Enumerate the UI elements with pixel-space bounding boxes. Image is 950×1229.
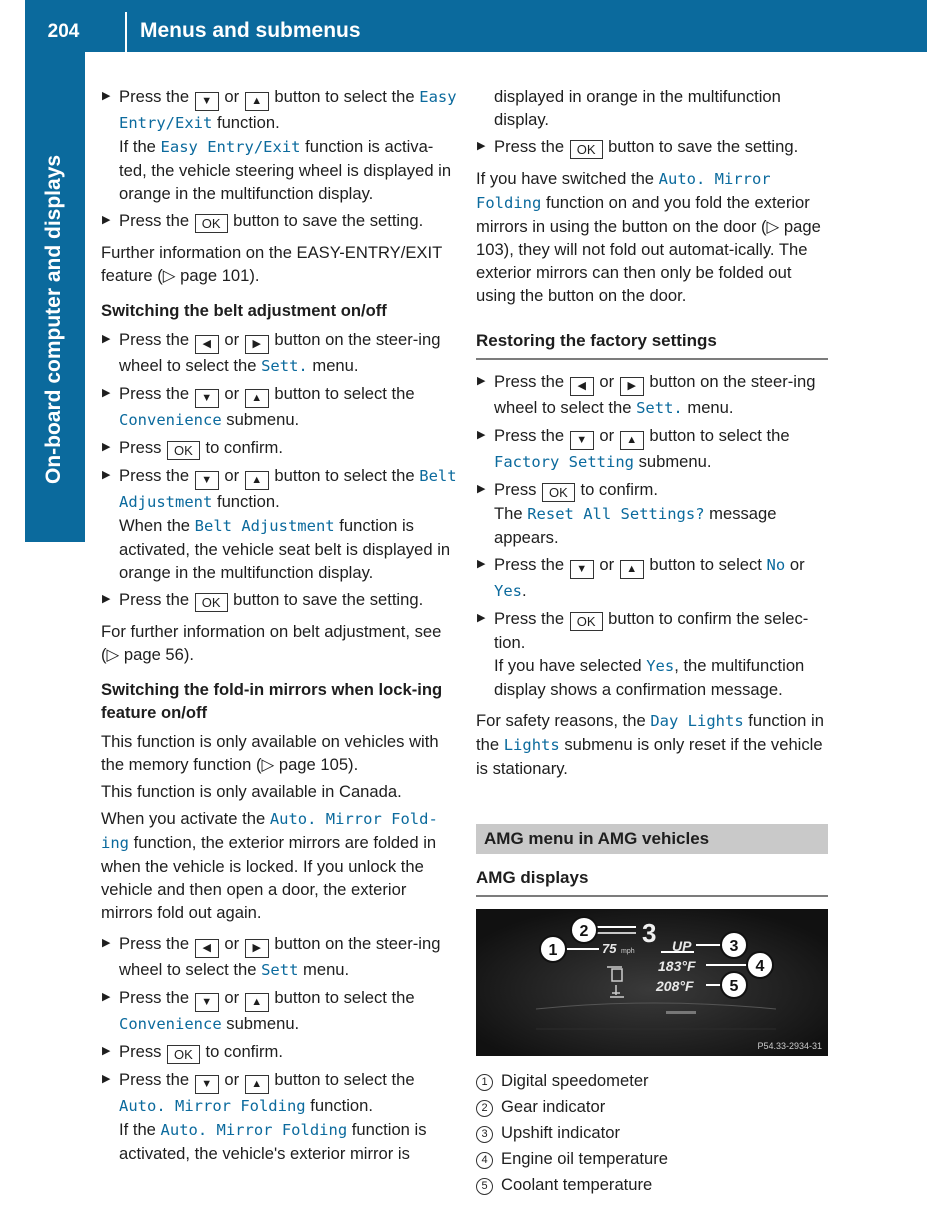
- bullet-icon: ▶: [102, 333, 111, 345]
- svg-text:5: 5: [729, 978, 739, 995]
- callout-3-icon: [721, 932, 747, 958]
- bullet-icon: ▶: [102, 937, 111, 949]
- display-term: Sett: [261, 961, 299, 979]
- display-term: Sett.: [261, 357, 308, 375]
- instruction-step: ▶ Press the OK button to save the setting.: [102, 590, 424, 610]
- bullet-icon: ▶: [102, 991, 111, 1003]
- display-term: Auto. Mirror Folding: [476, 170, 771, 212]
- instruction-step: ▶ Press the ▼ or ▲ button to select the Convenience submenu.: [102, 384, 415, 429]
- instruction-step: ▶ Press the ▼ or ▲ button to select the Factory Setting submenu.: [477, 426, 790, 471]
- down-button-icon: ▼: [195, 1075, 219, 1094]
- header-divider: [125, 12, 127, 52]
- legend-item: 4 Engine oil temperature: [476, 1146, 828, 1172]
- svg-text:4: 4: [755, 958, 765, 975]
- callout-2-icon: [571, 917, 597, 943]
- up-button-icon: ▲: [245, 993, 269, 1012]
- display-term: Belt Adjustment: [119, 467, 457, 511]
- paragraph: For safety reasons, the Day Lights function in the Lights submenu is only reset if the vehicle is stationary.: [476, 711, 824, 778]
- instruction-step: ▶ Press OK to confirm. The Reset All Settings? message appears.: [476, 478, 828, 549]
- subheading: Switching the belt adjustment on/off: [101, 301, 387, 320]
- step-result: If the Auto. Mirror Folding function is activated, the vehicle's exterior mirror is: [119, 1120, 427, 1163]
- page-number: 204: [47, 21, 80, 42]
- display-term: Yes: [646, 657, 675, 675]
- display-term: Convenience: [119, 1015, 222, 1033]
- instruction-step: ▶ Press OK to confirm.: [102, 1042, 283, 1062]
- display-term: Auto. Mirror Folding: [160, 1121, 348, 1139]
- display-term: Convenience: [119, 411, 222, 429]
- speed-value: 75: [602, 941, 617, 956]
- down-button-icon: ▼: [195, 92, 219, 111]
- up-button-icon: ▲: [245, 92, 269, 111]
- display-term: Reset All Settings?: [527, 505, 705, 523]
- paragraph: Further information on the EASY-ENTRY/EXIT feature (▷ page 101).: [101, 243, 442, 285]
- instruction-step: ▶ Press the ◀ or ▶ button on the steer-ing wheel to select the Sett. menu.: [102, 330, 441, 375]
- instruction-step: ▶ Press the ◀ or ▶ button on the steer-ing wheel to select the Sett. menu.: [477, 372, 816, 417]
- amg-display-figure: [476, 909, 828, 1056]
- bullet-icon: ▶: [102, 1045, 111, 1057]
- step-result: The Reset All Settings? message appears.: [494, 504, 777, 547]
- bullet-icon: ▶: [102, 441, 111, 453]
- instruction-step: ▶ Press the OK button to confirm the selec-tion. If you have selected Yes, the multifunction display shows a confirmation message.: [476, 607, 828, 701]
- ok-button-icon: OK: [167, 1045, 200, 1064]
- legend-number: 4: [476, 1152, 493, 1169]
- instruction-step: ▶ Press the ▼ or ▲ button to select the Belt Adjustment function. When the Belt Adjustment function is activated, the vehicle seat belt is displayed in orange in the multifunction display.: [102, 466, 457, 582]
- bullet-icon: ▶: [102, 90, 111, 102]
- instruction-continuation: displayed in orange in the multifunction display.: [494, 87, 781, 129]
- instruction-step: ▶ Press the ▼ or ▲ button to select the Auto. Mirror Folding function. If the Auto. Mirror Folding function is activated, the vehicle's exterior mirror is: [101, 1068, 457, 1165]
- display-term: Day Lights: [650, 712, 744, 730]
- instruction-step: ▶ Press the ▼ or ▲ button to select No or Yes.: [477, 555, 805, 600]
- callout-1-icon: [540, 936, 566, 962]
- chapter-side-label: On-board computer and displays: [42, 154, 65, 484]
- speed-unit: mph: [621, 948, 635, 955]
- right-button-icon: ▶: [620, 377, 644, 396]
- bullet-icon: ▶: [477, 483, 486, 495]
- legend-number: 3: [476, 1126, 493, 1143]
- bullet-icon: ▶: [477, 375, 486, 387]
- legend-item: 1 Digital speedometer: [476, 1068, 828, 1094]
- display-term: Auto. Mirror Fold-ing: [101, 810, 438, 852]
- right-column: [476, 85, 828, 1198]
- left-column: [101, 85, 457, 1169]
- display-term: Auto. Mirror Folding: [119, 1097, 306, 1115]
- step-result: When the Belt Adjustment function is activated, the vehicle seat belt is displayed in orange in the multifunction display.: [119, 516, 451, 582]
- instruction-step: ▶ Press OK to confirm.: [102, 438, 283, 458]
- bullet-icon: ▶: [102, 214, 111, 226]
- display-term: Factory Setting: [494, 453, 634, 471]
- section-heading: Restoring the factory settings: [476, 329, 828, 360]
- ok-button-icon: OK: [195, 593, 228, 612]
- step-result: If you have selected Yes, the multifunction display shows a confirmation message.: [494, 656, 805, 699]
- left-button-icon: ◀: [570, 377, 594, 396]
- subheading: Switching the fold-in mirrors when lock-ing feature on/off: [101, 680, 443, 722]
- svg-text:3: 3: [729, 938, 739, 955]
- legend-item: 3 Upshift indicator: [476, 1120, 828, 1146]
- display-term: Easy Entry/Exit: [160, 138, 301, 156]
- bullet-icon: ▶: [102, 593, 111, 605]
- ok-button-icon: OK: [167, 441, 200, 460]
- coolant-temp-value: 208°F: [656, 978, 694, 994]
- svg-text:1: 1: [548, 942, 558, 959]
- ok-button-icon: OK: [570, 612, 603, 631]
- bullet-icon: ▶: [102, 1073, 111, 1085]
- bullet-icon: ▶: [477, 140, 486, 152]
- instruction-step: ▶ Press the ▼ or ▲ button to select the Easy Entry/Exit function. If the Easy Entry/Exit function is activa-ted, the vehicle steering wheel is displayed in orange in the multifunction display.: [102, 87, 457, 203]
- legend-item: 2 Gear indicator: [476, 1094, 828, 1120]
- step-result: If the Easy Entry/Exit function is activa-ted, the vehicle steering wheel is displayed in orange in the multifunction display.: [119, 137, 452, 203]
- bullet-icon: ▶: [477, 558, 486, 570]
- left-button-icon: ◀: [195, 335, 219, 354]
- up-button-icon: ▲: [245, 1075, 269, 1094]
- down-button-icon: ▼: [195, 389, 219, 408]
- instruction-step: ▶ Press the OK button to save the setting.: [477, 137, 799, 157]
- bullet-icon: ▶: [102, 469, 111, 481]
- legend-number: 5: [476, 1178, 493, 1195]
- callout-5-icon: [721, 972, 747, 998]
- section-heading: AMG displays: [476, 866, 828, 897]
- figure-code: P54.33-2934-31: [757, 1041, 822, 1051]
- paragraph: If you have switched the Auto. Mirror Folding function on and you fold the exterior mirrors in using the button on the door (▷ page 103), they will not fold out automat-ically. The exterior mirrors can then only be folded out using the button on the door.: [476, 169, 821, 305]
- up-button-icon: ▲: [245, 471, 269, 490]
- section-banner: AMG menu in AMG vehicles: [476, 824, 828, 854]
- paragraph: For further information on belt adjustment, see (▷ page 56).: [101, 622, 442, 664]
- svg-text:2: 2: [579, 923, 589, 940]
- up-button-icon: ▲: [245, 389, 269, 408]
- legend-number: 1: [476, 1074, 493, 1091]
- right-button-icon: ▶: [245, 939, 269, 958]
- right-button-icon: ▶: [245, 335, 269, 354]
- legend-number: 2: [476, 1100, 493, 1117]
- up-button-icon: ▲: [620, 431, 644, 450]
- gear-value: 3: [642, 918, 657, 948]
- instruction-step: ▶ Press the OK button to save the setting.: [102, 211, 424, 231]
- bullet-icon: ▶: [477, 612, 486, 624]
- ok-button-icon: OK: [542, 483, 575, 502]
- upshift-value: UP: [672, 938, 692, 954]
- oil-temp-value: 183°F: [658, 958, 696, 974]
- instruction-step: ▶ Press the ▼ or ▲ button to select the Convenience submenu.: [102, 988, 415, 1033]
- paragraph: This function is only available in Canada.: [101, 782, 402, 801]
- figure-legend: [476, 1068, 828, 1198]
- paragraph: This function is only available on vehicles with the memory function (▷ page 105).: [101, 732, 439, 774]
- left-button-icon: ◀: [195, 939, 219, 958]
- display-term: Yes: [494, 582, 522, 600]
- display-term: Lights: [503, 736, 560, 754]
- display-term: Easy Entry/Exit: [119, 88, 457, 132]
- ok-button-icon: OK: [195, 214, 228, 233]
- down-button-icon: ▼: [570, 431, 594, 450]
- ok-button-icon: OK: [570, 140, 603, 159]
- page-header: [25, 0, 927, 52]
- down-button-icon: ▼: [570, 560, 594, 579]
- display-term: Sett.: [636, 399, 683, 417]
- instruction-step: ▶ Press the ◀ or ▶ button on the steer-ing wheel to select the Sett menu.: [102, 934, 441, 979]
- bullet-icon: ▶: [102, 387, 111, 399]
- down-button-icon: ▼: [195, 993, 219, 1012]
- legend-item: 5 Coolant temperature: [476, 1172, 828, 1198]
- callout-4-icon: [747, 952, 773, 978]
- display-term: No: [766, 556, 786, 574]
- bullet-icon: ▶: [477, 429, 486, 441]
- down-button-icon: ▼: [195, 471, 219, 490]
- display-term: Belt Adjustment: [194, 517, 335, 535]
- up-button-icon: ▲: [620, 560, 644, 579]
- page-title: Menus and submenus: [140, 19, 361, 42]
- paragraph: When you activate the Auto. Mirror Fold-ing function, the exterior mirrors are folded in when the vehicle is locked. If you unlock the vehicle and then open a door, the exterior mirrors fold out again.: [101, 809, 438, 922]
